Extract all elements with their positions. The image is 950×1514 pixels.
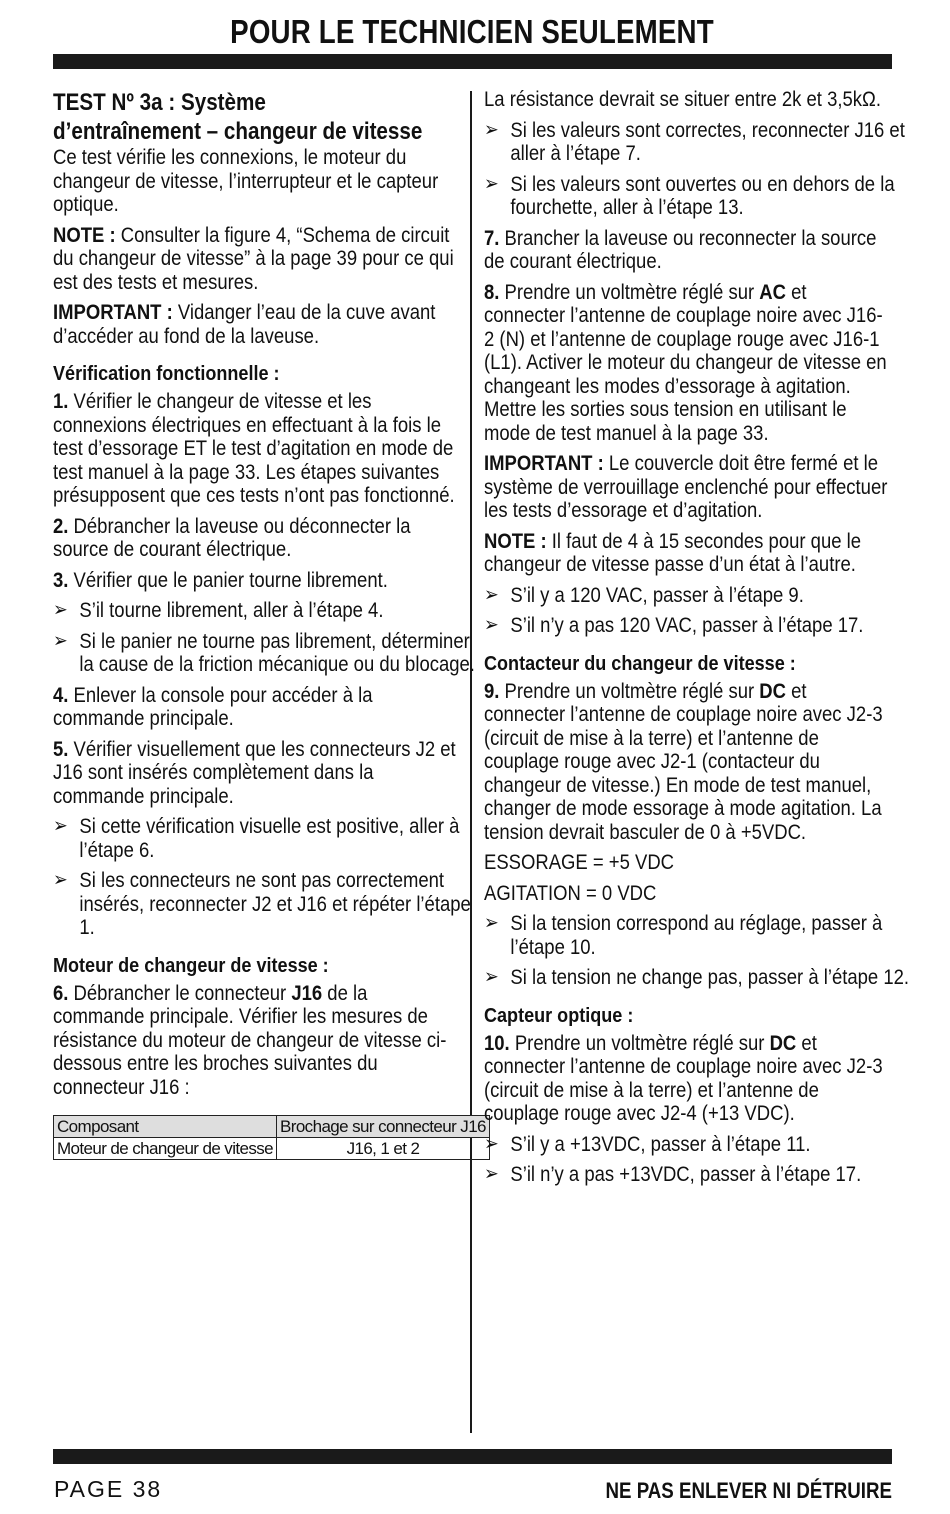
step-text: Prendre un voltmètre réglé sur xyxy=(499,679,760,703)
section-title-functional-check: Vérification fonctionnelle : xyxy=(53,362,280,385)
step-number: 9. xyxy=(484,679,500,703)
step-8 xyxy=(484,281,889,446)
arrow-bullet-icon: ➢ xyxy=(484,118,499,141)
note-label: NOTE : xyxy=(484,529,547,553)
arrow-bullet-icon: ➢ xyxy=(484,1163,499,1185)
step-number: 2. xyxy=(53,514,69,538)
step-number: 7. xyxy=(484,226,500,250)
bullet-item xyxy=(484,173,916,220)
bullet-text: Si les connecteurs ne sont pas correctement insérés, reconnecter J2 et J16 et répéter l’étape 1. xyxy=(79,869,471,939)
step-text: Vérifier visuellement que les connecteurs J2 et J16 sont insérés complètement dans la commande principale. xyxy=(53,737,456,808)
bullet-item xyxy=(484,1163,916,1187)
step-number: 3. xyxy=(53,568,69,592)
important-text: Le couvercle doit être fermé et le système de verrouillage enclenché pour effectuer les tests d’essorage et d’agitation. xyxy=(484,452,888,522)
agitation-value: AGITATION = 0 VDC xyxy=(484,881,657,905)
step-text: Débrancher le connecteur xyxy=(68,981,292,1005)
bullet-text: Si la tension ne change pas, passer à l’étape 12. xyxy=(510,966,910,989)
bullet-item xyxy=(484,614,916,638)
step-text: et connecter l’antenne de couplage noire avec J2-3 (circuit de mise à la terre) et l’antenne de couplage rouge avec J2-4 (+13 VDC). xyxy=(484,1031,883,1125)
arrow-bullet-icon: ➢ xyxy=(484,912,499,934)
important-label: IMPORTANT : xyxy=(53,301,173,324)
bullet-text: Si la tension correspond au réglage, passer à l’étape 10. xyxy=(510,912,883,959)
table-cell: J16, 1 et 2 xyxy=(277,1138,490,1160)
arrow-bullet-icon: ➢ xyxy=(484,583,499,606)
step-number: 6. xyxy=(53,981,69,1005)
bullet-text: Si cette vérification visuelle est positive, aller à l’étape 6. xyxy=(79,815,460,862)
arrow-bullet-icon: ➢ xyxy=(53,629,68,652)
step-3 xyxy=(53,569,460,593)
arrow-bullet-icon: ➢ xyxy=(53,815,68,837)
important-label: IMPORTANT : xyxy=(484,452,604,475)
step-number: 1. xyxy=(53,390,69,413)
section-title-shifter-motor: Moteur de changeur de vitesse : xyxy=(53,953,329,977)
note-label: NOTE : xyxy=(53,223,116,247)
step-text: Vérifier le changeur de vitesse et les connexions électriques en effectuant à la fois le test d’essorage ET le test d’agitation en mode de test manuel à la page 33. Les étapes suivantes présupposent que ces tests n’ont pas fonctionné. xyxy=(53,390,455,507)
step-text: Débrancher la laveuse ou déconnecter la source de courant électrique. xyxy=(53,514,411,561)
bullet-item xyxy=(53,815,487,862)
step-7 xyxy=(484,227,889,274)
step-number: 5. xyxy=(53,737,69,761)
important-paragraph xyxy=(484,452,889,523)
page-number: PAGE 38 xyxy=(54,1476,163,1502)
step-text: Prendre un voltmètre réglé sur xyxy=(499,280,760,304)
column-divider xyxy=(470,91,472,1433)
bullet-text: Si le panier ne tourne pas librement, déterminer la cause de la friction mécanique ou du blocage. xyxy=(79,629,475,676)
arrow-bullet-icon: ➢ xyxy=(53,599,68,621)
arrow-bullet-icon: ➢ xyxy=(484,172,499,195)
footer-rule xyxy=(53,1449,892,1464)
intro-text: Ce test vérifie les connexions, le moteur du changeur de vitesse, l’interrupteur et le capteur optique. xyxy=(53,146,439,216)
essorage-value: ESSORAGE = +5 VDC xyxy=(484,851,675,874)
step-5 xyxy=(53,738,460,809)
test-title-line1: TEST Nº 3a : Système xyxy=(53,89,266,116)
table-cell: Moteur de changeur de vitesse xyxy=(54,1138,277,1160)
step-number: 8. xyxy=(484,280,500,304)
footer-warning: NE PAS ENLEVER NI DÉTRUIRE xyxy=(605,1478,892,1503)
step-text: et connecter l’antenne de couplage noire avec J16-2 (N) et l’antenne de couplage rouge avec J16-1 (L1). Activer le moteur du changeur de vitesse en changeant les modes d’essorage à agitation. Mettre les sorties sous tension en utilisant le mode de test manuel à la page 33. xyxy=(484,280,887,445)
table-header-row xyxy=(54,1116,490,1138)
bullet-text: S’il n’y a pas +13VDC, passer à l’étape 17. xyxy=(510,1163,862,1186)
bullet-item xyxy=(53,599,487,623)
test-title-line2: d’entraînement – changeur de vitesse xyxy=(53,118,423,145)
bullet-item xyxy=(53,630,487,677)
bullet-item xyxy=(484,966,916,990)
pinout-table xyxy=(53,1115,490,1160)
step-text: de la commande principale. Vérifier les mesures de résistance du moteur de changeur de vitesse ci-dessous entre les broches suivantes du connecteur J16 : xyxy=(53,981,447,1099)
bullet-text: S’il tourne librement, aller à l’étape 4. xyxy=(79,599,384,622)
section-title-optical-sensor: Capteur optique : xyxy=(484,1003,634,1027)
table-row xyxy=(54,1138,490,1160)
note-paragraph xyxy=(484,530,889,577)
step-number: 10. xyxy=(484,1031,510,1055)
meter-mode-label: DC xyxy=(769,1031,797,1055)
step-1 xyxy=(53,390,460,508)
bullet-text: S’il n’y a pas 120 VAC, passer à l’étape 17. xyxy=(510,614,864,637)
bullet-text: Si les valeurs sont ouvertes ou en dehors de la fourchette, aller à l’étape 13. xyxy=(510,172,895,219)
table-header-cell: Composant xyxy=(54,1116,277,1138)
step-10 xyxy=(484,1032,889,1126)
step-text: et connecter l’antenne de couplage noire avec J2-3 (circuit de mise à la terre) et l’antenne de couplage rouge avec J2-1 (contacteur du changeur de vitesse.) En mode de test manuel, changer de mode essorage à mode agitation. La tension devrait basculer de 0 à +5VDC. xyxy=(484,679,883,844)
step-4 xyxy=(53,684,460,731)
step-number: 4. xyxy=(53,683,69,707)
step-text: Brancher la laveuse ou reconnecter la source de courant électrique. xyxy=(484,226,877,273)
arrow-bullet-icon: ➢ xyxy=(484,1132,499,1155)
step-text: Enlever la console pour accéder à la commande principale. xyxy=(53,683,373,730)
note-text: Il faut de 4 à 15 secondes pour que le changeur de vitesse passe d’un état à l’autre. xyxy=(484,529,862,576)
bullet-text: S’il y a +13VDC, passer à l’étape 11. xyxy=(510,1132,811,1156)
page-header-title: POUR LE TECHNICIEN SEULEMENT xyxy=(230,13,714,50)
section-title-shifter-contact: Contacteur du changeur de vitesse : xyxy=(484,651,796,675)
step-2 xyxy=(53,515,460,562)
table-header-cell: Brochage sur connecteur J16 xyxy=(277,1116,490,1138)
meter-mode-label: AC xyxy=(759,280,786,304)
step-9 xyxy=(484,680,889,845)
bullet-item xyxy=(484,119,916,166)
bullet-text: S’il y a 120 VAC, passer à l’étape 9. xyxy=(510,583,804,607)
arrow-bullet-icon: ➢ xyxy=(484,966,499,988)
arrow-bullet-icon: ➢ xyxy=(484,614,499,636)
resistance-text: La résistance devrait se situer entre 2k et 3,5kΩ. xyxy=(484,88,881,111)
meter-mode-label: DC xyxy=(759,679,786,703)
step-text: Vérifier que le panier tourne librement. xyxy=(68,568,388,592)
bullet-item xyxy=(484,584,916,608)
connector-label: J16 xyxy=(291,981,323,1005)
note-text: Consulter la figure 4, “Schema de circuit du changeur de vitesse” à la page 39 pour ce qui est des tests et mesures. xyxy=(53,223,454,294)
note-paragraph xyxy=(53,224,460,295)
arrow-bullet-icon: ➢ xyxy=(53,869,68,891)
step-6 xyxy=(53,982,460,1100)
bullet-item xyxy=(484,1133,916,1157)
step-text: Prendre un voltmètre réglé sur xyxy=(509,1031,770,1055)
left-column xyxy=(53,88,486,1160)
right-column xyxy=(484,88,910,1194)
important-paragraph xyxy=(53,301,460,348)
header-rule xyxy=(53,54,892,69)
important-text: Vidanger l’eau de la cuve avant d’accéder au fond de la laveuse. xyxy=(53,301,436,348)
bullet-item xyxy=(53,869,487,940)
bullet-text: Si les valeurs sont correctes, reconnecter J16 et aller à l’étape 7. xyxy=(510,118,905,165)
bullet-item xyxy=(484,912,916,959)
